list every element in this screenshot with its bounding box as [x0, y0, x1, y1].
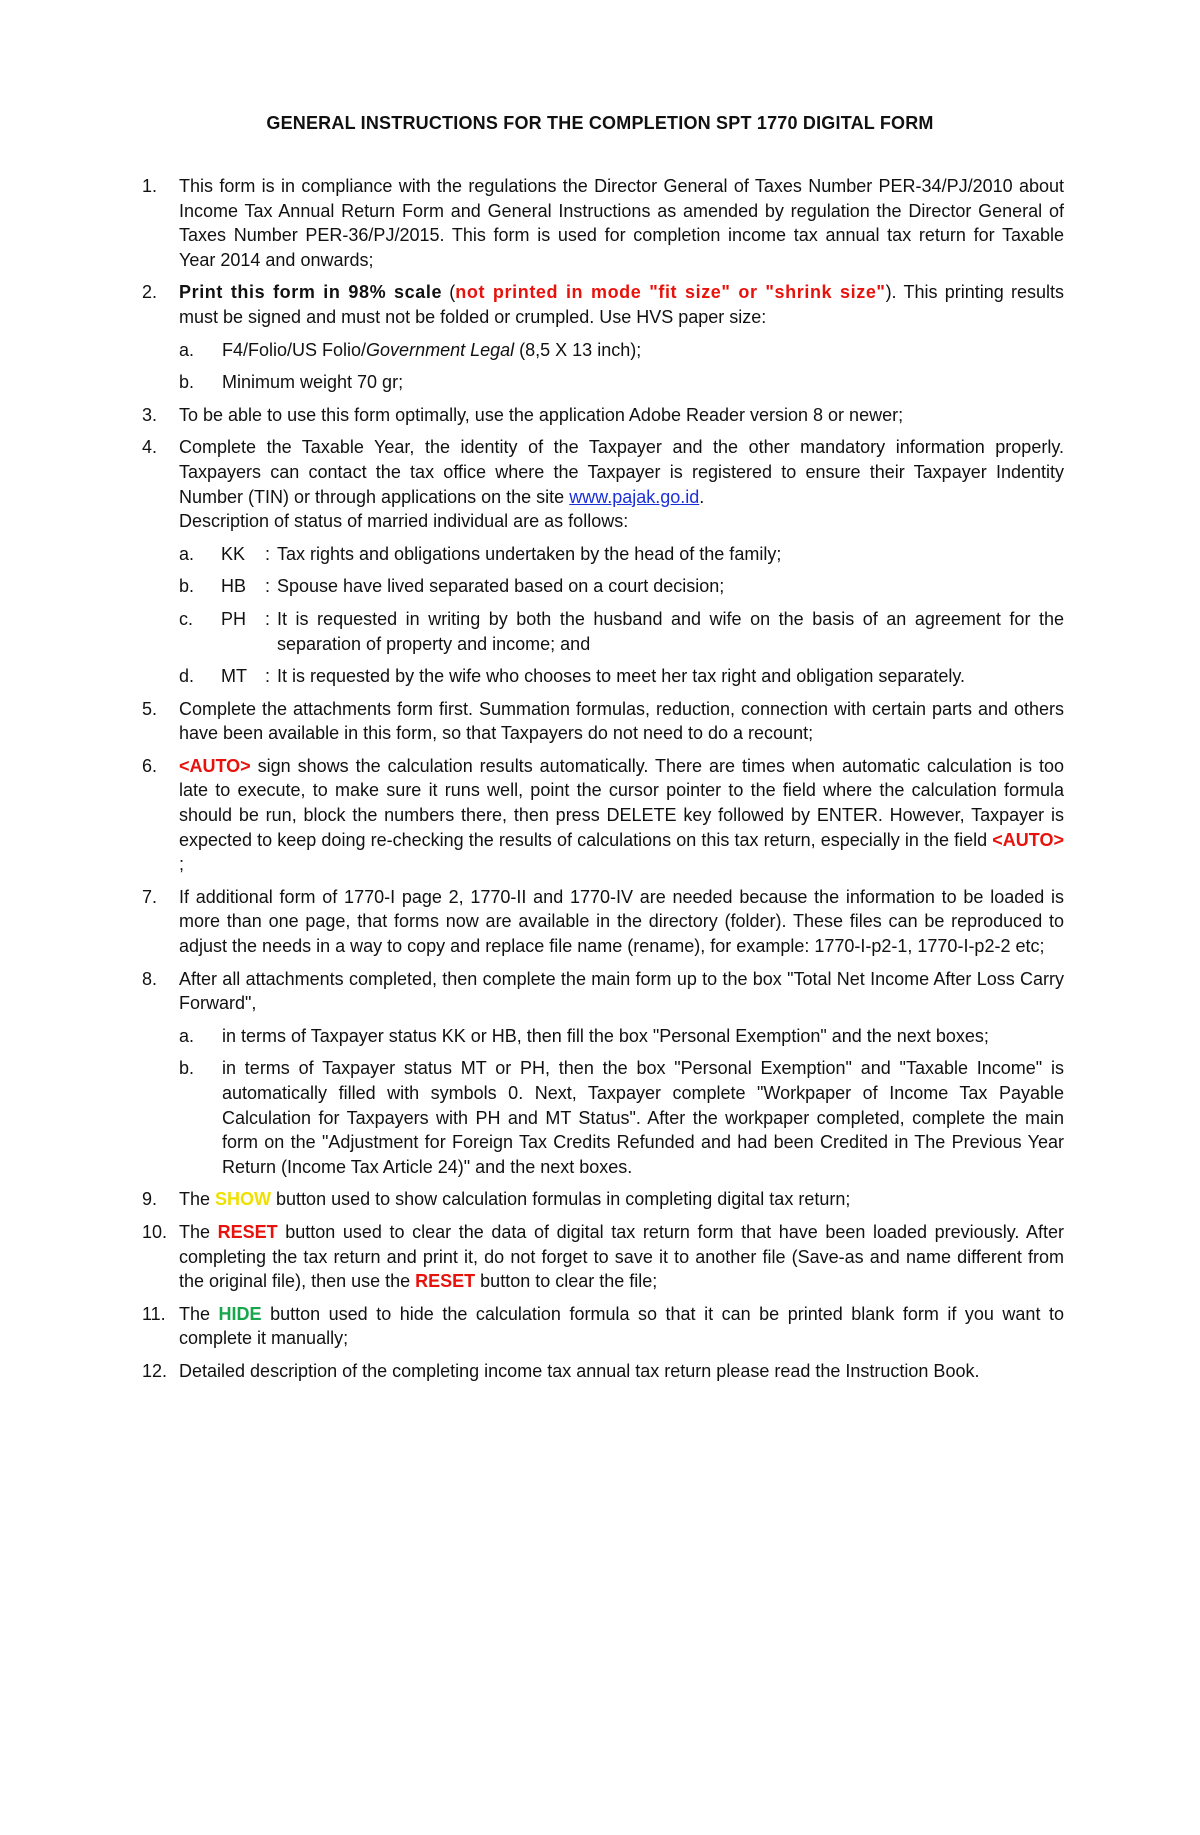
- item-text: button to clear the file;: [475, 1271, 658, 1292]
- sub-letter: b.: [179, 576, 195, 597]
- item-text: .: [699, 486, 705, 507]
- item-text: The: [179, 1303, 219, 1324]
- sub-text: Minimum weight 70 gr;: [222, 372, 404, 393]
- status-code: KK: [221, 543, 246, 564]
- status-code: MT: [221, 666, 247, 687]
- status-colon: :: [265, 666, 271, 687]
- list-item-1: [142, 174, 1064, 272]
- item-text: button used to show calculation formulas in completing digital tax return;: [271, 1189, 851, 1210]
- status-colon: :: [265, 576, 271, 597]
- item-number: 1.: [142, 176, 158, 196]
- item-text: After all attachments completed, then complete the main form up to the box "Total Net Income After Loss Carry Forward",: [179, 968, 1064, 1014]
- status-code: HB: [221, 576, 247, 597]
- item-number: 3.: [142, 404, 158, 425]
- sub-item-b: [179, 1056, 1064, 1179]
- sub-item-ph: [179, 607, 1064, 656]
- sub-text: It is requested by the wife who chooses to meet her tax right and obligation separately.: [277, 666, 966, 687]
- sub-item-kk: [179, 542, 1064, 567]
- item-text: Complete the Taxable Year, the identity of the Taxpayer and the other mandatory information properly. Taxpayers can contact the tax office where the Taxpayer is registered to ensure their Taxpayer Indentity Number (TIN) or through applications on the site: [179, 437, 1064, 507]
- pajak-link[interactable]: www.pajak.go.id: [569, 486, 700, 507]
- hide-button-label: HIDE: [218, 1303, 262, 1324]
- reset-button-label: RESET: [415, 1271, 476, 1292]
- sub-item-a: [179, 1024, 1064, 1049]
- sub-text: Spouse have lived separated based on a court decision;: [277, 576, 725, 597]
- auto-sign: <AUTO>: [992, 829, 1064, 850]
- item-warning-text: not printed in mode "fit size" or "shrink size": [455, 282, 886, 303]
- item-text: Complete the attachments form first. Summation formulas, reduction, connection with certain parts and others have been available in this form, so that Taxpayers do not need to do a recount;: [179, 698, 1064, 744]
- item-text: button used to hide the calculation formula so that it can be printed blank form if you want to complete it manually;: [179, 1303, 1064, 1349]
- item-text: ). This printing results must be signed and must not be folded or crumpled. Use HVS paper size:: [179, 282, 1064, 327]
- auto-sign: <AUTO>: [179, 755, 251, 776]
- item-text: Detailed description of the completing income tax annual tax return please read the Instruction Book.: [179, 1360, 980, 1381]
- item-number: 11.: [142, 1303, 166, 1324]
- list-item-5: [142, 697, 1064, 746]
- item-description: Description of status of married individual are as follows:: [179, 511, 629, 532]
- sub-item-mt: [179, 664, 1064, 689]
- item-number: 7.: [142, 886, 158, 907]
- list-item-10: [142, 1220, 1064, 1294]
- list-item-2: [142, 280, 1064, 394]
- list-item-12: [142, 1359, 1064, 1384]
- list-item-7: [142, 885, 1064, 959]
- sub-text: Tax rights and obligations undertaken by the head of the family;: [277, 543, 782, 564]
- sub-text: It is requested in writing by both the husband and wife on the basis of an agreement for the separation of property and income; and: [277, 608, 1064, 654]
- item-bold-text: Print this form in 98% scale: [179, 282, 443, 303]
- item-text: This form is in compliance with the regulations the Director General of Taxes Number PER-34/PJ/2010 about Income Tax Annual Return Form and General Instructions as amended by regulation the Director General of Taxes Number PER-36/PJ/2015. This form is used for completion income tax annual tax return for Taxable Year 2014 and onwards;: [179, 176, 1064, 270]
- sub-letter: b.: [179, 372, 195, 393]
- reset-button-label: RESET: [217, 1221, 278, 1242]
- sub-text: (8,5 X 13 inch);: [514, 339, 642, 360]
- item-text: (: [442, 282, 456, 303]
- item-text: button used to clear the data of digital tax return form that have been loaded previously. After completing the tax return and print it, do not forget to save it to another file (Save-as and name different from the original file), then use the: [179, 1221, 1064, 1292]
- sub-letter: a.: [179, 543, 195, 564]
- list-item-6: [142, 754, 1064, 877]
- list-item-3: [142, 403, 1064, 428]
- item-number: 9.: [142, 1189, 158, 1210]
- list-item-4: [142, 435, 1064, 688]
- list-item-8: [142, 967, 1064, 1180]
- item-text: sign shows the calculation results automatically. There are times when automatic calculation is too late to execute, to make sure it runs well, point the cursor pointer to the field where the calculation formula should be run, block the numbers there, then press DELETE key followed by ENTER. However, Taxpayer is expected to keep doing re-checking the results of calculations on this tax return, especially in the field: [179, 755, 1064, 850]
- sub-letter: a.: [179, 1025, 195, 1046]
- sub-letter: d.: [179, 666, 195, 687]
- sub-item-a: [179, 338, 1064, 363]
- item-number: 2.: [142, 282, 158, 303]
- item-number: 8.: [142, 968, 158, 989]
- instruction-list: [142, 174, 1064, 1392]
- status-colon: :: [265, 608, 271, 629]
- list-item-11: [142, 1302, 1064, 1351]
- sub-item-b: [179, 370, 1064, 395]
- item-text: If additional form of 1770-I page 2, 1770-II and 1770-IV are needed because the information to be loaded is more than one page, that forms now are available in the directory (folder). These files can be reproduced to adjust the needs in a way to copy and replace file name (rename), for example: 1770-I-p2-1, 1770-I-p2-2 etc;: [179, 886, 1064, 957]
- sub-letter: c.: [179, 608, 194, 629]
- item-number: 5.: [142, 698, 158, 719]
- document-title: GENERAL INSTRUCTIONS FOR THE COMPLETION SPT 1770 DIGITAL FORM: [266, 113, 934, 133]
- item-text: To be able to use this form optimally, use the application Adobe Reader version 8 or newer;: [179, 404, 904, 425]
- status-code: PH: [221, 608, 247, 629]
- sub-item-hb: [179, 574, 1064, 599]
- item-number: 6.: [142, 755, 158, 776]
- sub-letter: b.: [179, 1058, 195, 1079]
- sub-text: in terms of Taxpayer status MT or PH, then the box "Personal Exemption" and "Taxable Income" is automatically filled with symbols 0. Next, Taxpayer complete "Workpaper of Income Tax Payable Calculation for Taxpayers with PH and MT Status". After the workpaper completed, complete the main form on the "Adjustment for Foreign Tax Credits Refunded and had been Credited in The Previous Year Return (Income Tax Article 24)" and the next boxes.: [222, 1058, 1064, 1177]
- item-text: The: [179, 1189, 216, 1210]
- status-colon: :: [265, 543, 271, 564]
- sub-text: in terms of Taxpayer status KK or HB, then fill the box "Personal Exemption" and the next boxes;: [222, 1025, 989, 1046]
- sub-text-italic: Government Legal: [366, 339, 515, 360]
- sub-text: F4/Folio/US Folio/: [222, 339, 367, 360]
- item-number: 10.: [142, 1221, 168, 1242]
- item-number: 4.: [142, 437, 158, 458]
- show-button-label: SHOW: [215, 1189, 272, 1210]
- item-number: 12.: [142, 1360, 168, 1381]
- item-text: The: [179, 1221, 218, 1242]
- list-item-9: [142, 1187, 1064, 1212]
- item-text: ;: [179, 854, 185, 875]
- sub-letter: a.: [179, 339, 195, 360]
